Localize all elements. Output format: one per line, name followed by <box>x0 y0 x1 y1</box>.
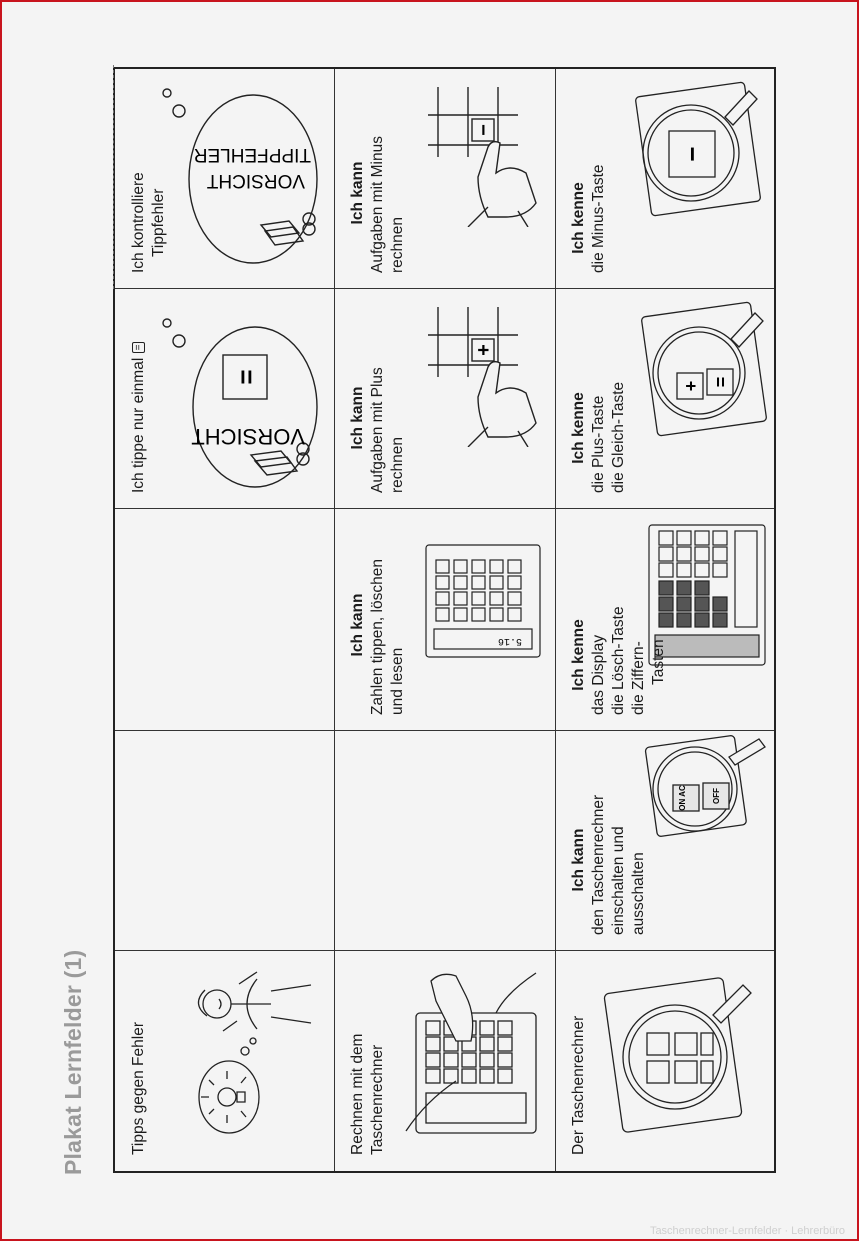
cell-der-taschenrechner <box>555 951 778 1171</box>
equals-key-label: = <box>231 369 261 385</box>
on-off-keys-magnifier-icon <box>641 734 769 839</box>
cell-aufgaben-minus <box>334 65 555 289</box>
cell-line: die Gleich-Taste <box>610 381 627 493</box>
cell-line: und lesen <box>389 647 406 715</box>
cell-heading: Ich kann <box>349 386 366 450</box>
cell-heading: Ich kenne <box>570 392 587 464</box>
empty-cell <box>115 509 334 731</box>
page-title: Plakat Lernfelder (1) <box>60 949 86 1175</box>
learning-fields-table <box>113 67 776 1173</box>
cell-line: Tasten <box>650 639 667 685</box>
finger-pressing-plus-key-icon <box>428 297 548 447</box>
cell-line: ausschalten <box>630 852 647 935</box>
cell-ich-kontrolliere-tippfehler <box>115 65 334 289</box>
cell-line: Ich tippe nur einmal = <box>129 301 149 493</box>
cell-line: das Display <box>590 634 607 715</box>
cell-tipps-gegen-fehler <box>115 951 334 1171</box>
vorsicht-text: VORSICHT <box>191 424 305 449</box>
plus-key-label: + <box>681 380 701 392</box>
cell-rechnen-mit-dem-taschenrechner <box>334 951 555 1171</box>
plus-key-label: + <box>473 344 495 356</box>
off-key-label: OFF <box>712 788 721 804</box>
cell-line: Ich kontrolliere <box>130 172 147 273</box>
dashed-edge <box>113 65 116 289</box>
calculator-display-value: 5.16 <box>497 635 522 646</box>
cell-line: Tippfehler <box>150 188 167 257</box>
row-label: Taschenrechner <box>369 1044 386 1155</box>
calculator-icon <box>422 541 544 661</box>
cell-aufgaben-plus <box>334 289 555 509</box>
equals-key-icon: = <box>132 342 145 354</box>
cell-heading: Ich kann <box>570 828 587 892</box>
cell-line: einschalten und <box>610 826 627 935</box>
minus-key-magnifier-icon <box>629 79 769 219</box>
cell-line: Aufgaben mit Minus <box>369 136 386 273</box>
vorsicht-text: VORSICHT <box>206 170 305 191</box>
cell-line: die Plus-Taste <box>590 395 607 493</box>
cell-line: rechnen <box>389 436 406 493</box>
cell-plus-gleich-taste <box>555 289 778 509</box>
cell-ich-tippe-nur-einmal <box>115 289 334 509</box>
on-ac-key-label: ON AC <box>678 785 687 811</box>
cell-display-loesch-taste <box>555 509 778 731</box>
hand-on-calculator-icon <box>396 966 548 1141</box>
cell-line: Aufgaben mit Plus <box>369 367 386 493</box>
cell-line: den Taschenrechner <box>590 794 607 935</box>
equals-key-label: = <box>711 376 731 388</box>
thinking-person-lightbulb-icon <box>157 964 317 1149</box>
row-label: Tipps gegen Fehler <box>130 1022 147 1155</box>
cell-line: Zahlen tippen, löschen <box>369 559 386 715</box>
cell-line: die Ziffern- <box>630 641 647 715</box>
cell-line: rechnen <box>389 216 406 273</box>
cell-zahlen-tippen <box>334 509 555 731</box>
vorsicht-tippfehler-thought-bubble-icon <box>155 81 325 271</box>
row-label: Rechnen mit dem <box>349 1033 366 1155</box>
vorsicht-thought-bubble-icon <box>155 301 325 491</box>
cell-heading: Ich kann <box>349 593 366 657</box>
empty-cell <box>115 731 334 951</box>
plus-equals-keys-magnifier-icon <box>639 299 769 439</box>
tippfehler-text: TIPPFEHLER <box>193 144 311 165</box>
minus-key-label: − <box>473 124 495 136</box>
cell-heading: Ich kenne <box>570 619 587 691</box>
cell-heading: Ich kann <box>349 161 366 225</box>
magnifier-over-calculator-icon <box>595 965 765 1135</box>
cell-line: die Minus-Taste <box>590 164 607 273</box>
finger-pressing-minus-key-icon <box>428 77 548 227</box>
cell-minus-taste <box>555 65 778 289</box>
watermark: Taschenrechner-Lernfelder · Lehrerbüro <box>649 1225 845 1237</box>
row-label: Der Taschenrechner <box>570 1015 587 1155</box>
minus-key-label: − <box>677 146 707 162</box>
cell-einschalten-ausschalten <box>555 731 778 951</box>
cell-heading: Ich kenne <box>570 182 587 254</box>
cell-line: die Lösch-Taste <box>610 606 627 715</box>
empty-cell <box>334 731 555 951</box>
